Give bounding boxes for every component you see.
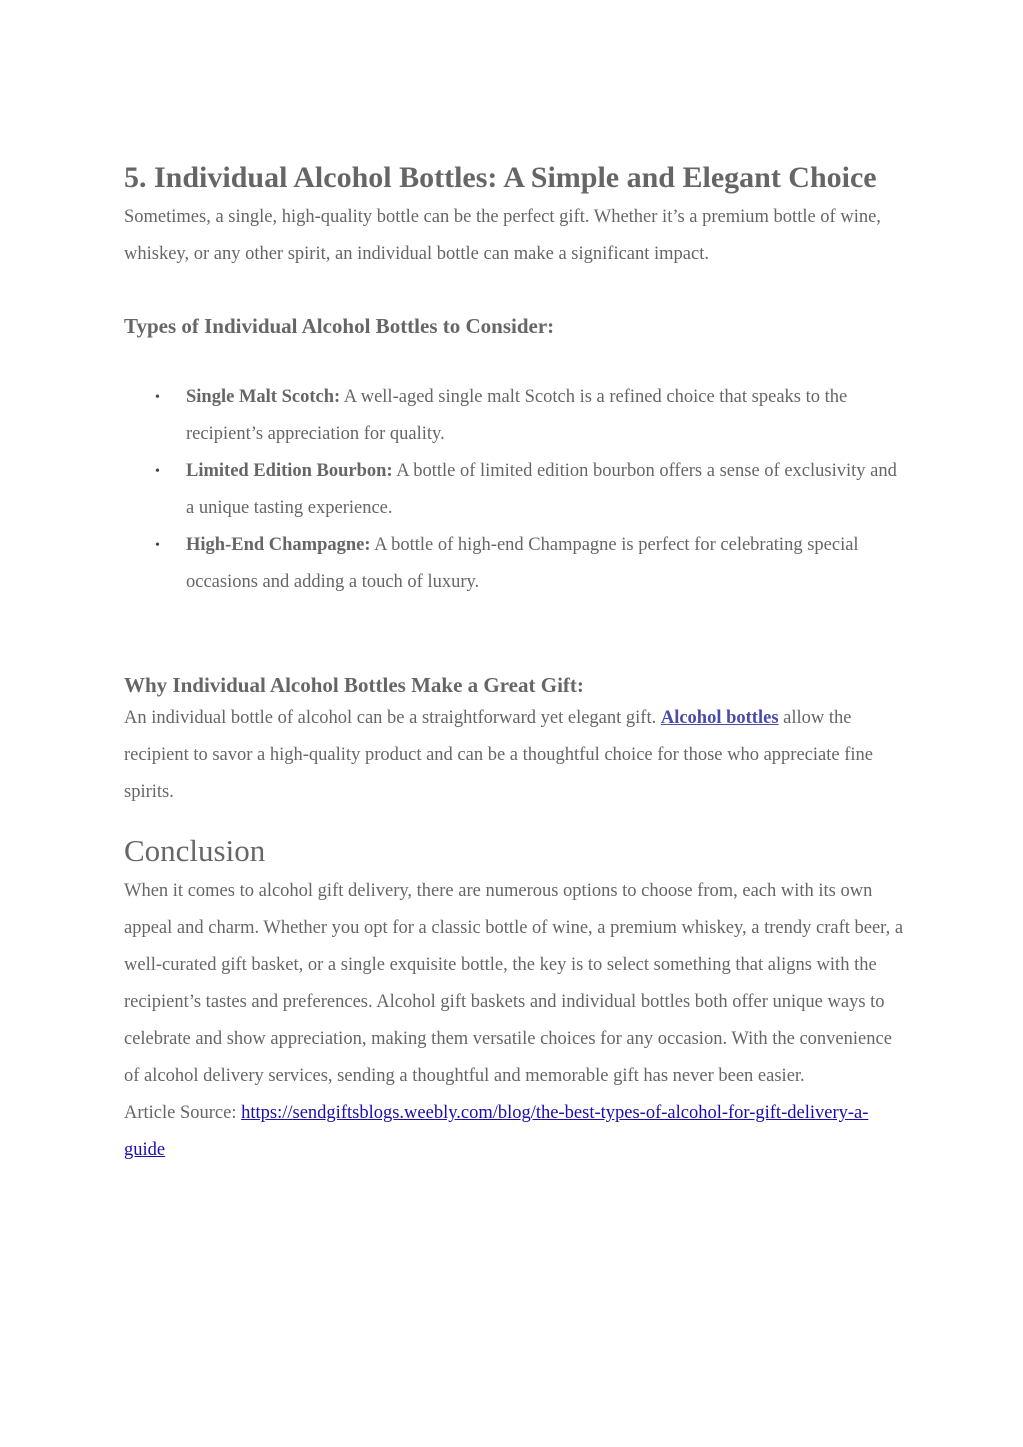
bullet-icon: •	[155, 464, 160, 479]
alcohol-bottles-link[interactable]: Alcohol bottles	[660, 708, 779, 728]
item-text: A bottle of limited edition bourbon offers a sense of exclusivity and a unique tasting experience.	[186, 461, 897, 518]
why-heading: Why Individual Alcohol Bottles Make a Great Gift:	[124, 673, 584, 697]
types-list	[124, 379, 904, 601]
source-link[interactable]: https://sendgiftsblogs.weebly.com/blog/the-best-types-of-alcohol-for-gift-delivery-a-guide	[124, 1103, 869, 1160]
document-page	[124, 160, 904, 1169]
why-text-after: allow the recipient to savor a high-quality product and can be a thoughtful choice for those who appreciate fine spirits.	[124, 708, 873, 802]
why-paragraph	[124, 700, 904, 811]
list-item	[124, 379, 904, 453]
bullet-icon: •	[155, 390, 160, 405]
types-heading: Types of Individual Alcohol Bottles to Consider:	[124, 314, 555, 338]
item-label: High-End Champagne:	[186, 535, 371, 555]
article-source	[124, 1095, 904, 1169]
item-text: A bottle of high-end Champagne is perfect for celebrating special occasions and adding a touch of luxury.	[186, 535, 859, 592]
why-text-before: An individual bottle of alcohol can be a straightforward yet elegant gift.	[124, 708, 661, 728]
conclusion-title: Conclusion	[124, 833, 266, 868]
source-label: Article Source:	[124, 1103, 242, 1123]
list-item	[124, 527, 904, 601]
list-item	[124, 453, 904, 527]
item-text: A well-aged single malt Scotch is a refined choice that speaks to the recipient’s appreciation for quality.	[186, 387, 848, 444]
item-label: Limited Edition Bourbon:	[186, 461, 393, 481]
conclusion-paragraph: When it comes to alcohol gift delivery, there are numerous options to choose from, each with its own appeal and charm. Whether you opt for a classic bottle of wine, a premium whiskey, a trendy craft beer, a well-curated gift basket, or a single exquisite bottle, the key is to select something that aligns with the recipient’s tastes and preferences. Alcohol gift baskets and individual bottles both offer unique ways to celebrate and show appreciation, making them versatile choices for any occasion. With the convenience of alcohol delivery services, sending a thoughtful and memorable gift has never been easier.	[124, 881, 904, 1086]
section-title: 5. Individual Alcohol Bottles: A Simple and Elegant Choice	[124, 161, 877, 194]
bullet-icon: •	[155, 538, 160, 553]
item-label: Single Malt Scotch:	[186, 387, 341, 407]
section-intro: Sometimes, a single, high-quality bottle can be the perfect gift. Whether it’s a premium bottle of wine, whiskey, or any other spirit, an individual bottle can make a significant impact.	[124, 207, 881, 264]
